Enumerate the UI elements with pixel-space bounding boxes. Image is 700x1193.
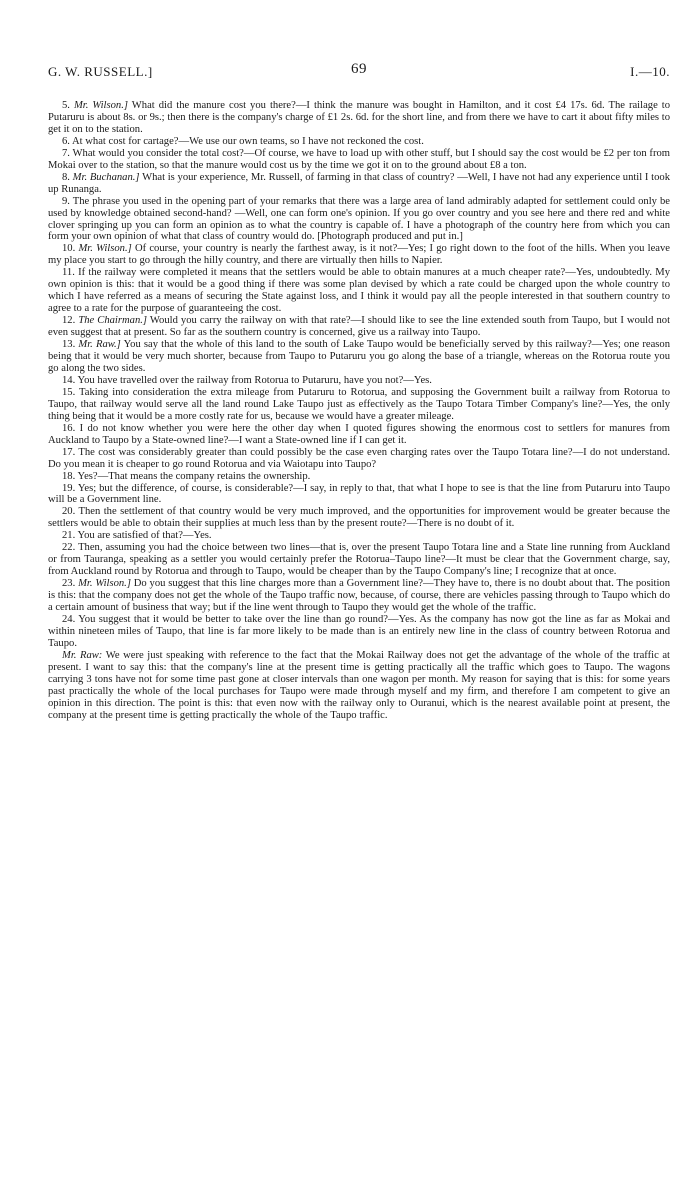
paragraph-text: You say that the whole of this land to the south of Lake Taupo would be beneficially served by this railway?—Yes; one reason being that it would be very much shorter, because from Taupo to Putaruru you go along the base of a triangle, whereas on the Rotorua route you go along the two sides.: [48, 339, 671, 374]
qa-paragraph: [48, 578, 670, 614]
paragraph-text: Of course, your country is nearly the farthest away, is it not?—Yes; I go right down to the foot of the hills. When you leave my place you start to go through the hilly country, and there are virtually then hills to Napier.: [48, 243, 671, 267]
qa-paragraph: [48, 375, 670, 387]
qa-paragraph: [48, 530, 670, 542]
paragraph-number: 19.: [62, 482, 78, 494]
qa-paragraph: [48, 148, 670, 172]
paragraph-text: Then the settlement of that country would be very much improved, and the opportunities for improvement would be greater because the settlers would be able to obtain their supplies at much less than by the present route?—There is no doubt of it.: [48, 506, 671, 530]
paragraph-number: 18.: [62, 470, 78, 482]
paragraph-number: 7.: [62, 147, 73, 159]
speaker-name: Mr. Buchanan.]: [72, 171, 140, 183]
paragraph-text: If the railway were completed it means that the settlers would be able to obtain manures at a much cheaper rate?—Yes, undoubtedly. My own opinion is this: that it would be a good thing if there was some plan devised by which a rate could be charged upon the whole country to which I have referred as a means of securing the State against loss, and I think it would pay all the people interested in that southern country to agree to a rate for the purpose of guaranteeing the cost.: [48, 267, 670, 315]
paragraph-text: I do not know whether you were here the other day when I quoted figures showing the enormous cost to settlers for manures from Auckland to Taupo by a State-owned line?—I want a State-owned line if I can get it.: [48, 422, 671, 446]
speaker-name: The Chairman.]: [78, 315, 148, 327]
qa-paragraph: [48, 614, 670, 650]
qa-paragraph: [48, 542, 670, 578]
paragraph-number: 24.: [62, 613, 79, 625]
speaker-name: Mr. Raw:: [62, 649, 103, 661]
qa-paragraph: [48, 471, 670, 483]
paragraph-number: 6.: [62, 135, 73, 147]
paragraph-number: 12.: [62, 315, 79, 327]
paragraph-number: 14.: [62, 374, 78, 386]
paragraph-text: Do you suggest that this line charges more than a Government line?—They have to, there is no doubt about that. The position is this: that the company does not get the whole of the Taupo traffic now, because, of course, there are vehicles passing through to Taupo which do a certain amount of business that way; but if the line went through to Taupo they would get the whole of the traffic.: [48, 578, 671, 614]
qa-paragraph: [48, 136, 670, 148]
paragraph-text: Yes; but the difference, of course, is considerable?—I say, in reply to that, that what I hope to see is that the line from Putaruru into Taupo will be a Government line.: [48, 482, 671, 506]
paragraph-number: 22.: [62, 542, 79, 554]
paragraph-text: At what cost for cartage?—We use our own teams, so I have not reckoned the cost.: [72, 135, 424, 147]
paragraph-text: The cost was considerably greater than could possibly be the case even charging rates over the Taupo Totara line?—I do not understand. Do you mean it is cheaper to go round Rotorua and via Waiotapu into Taupo?: [48, 446, 670, 470]
paragraph-text: The phrase you used in the opening part of your remarks that there was a large area of land admirably adapted for settlement could only be used by knowledge obtained second-hand? —Well, one can form one's opinion. If you go over country and you see here and there red and white clover springing up you can form an opinion as to what the country is capable of. I have a photograph of the country here from which you can form your own opinion of what that class of country would do. [Photograph produced and put in.]: [48, 195, 670, 243]
qa-paragraph: [48, 267, 670, 315]
document-body: [48, 100, 670, 722]
paragraph-text: Then, assuming you had the choice between two lines—that is, over the present Taupo Totara line and a State line running from Auckland or from Tauranga, speaking as a settler you would certainly prefer the Rotorua–Taupo line?—It must be clear that the Government charge, say, from Auckland round by Rotorua and through to Taupo, would be cheaper than by the Taupo Company's line; I recognize that at once.: [48, 542, 670, 578]
qa-paragraph: [48, 506, 670, 530]
paragraph-text: Yes?—That means the company retains the ownership.: [77, 470, 311, 482]
paragraph-number: 21.: [62, 530, 78, 542]
paragraph-number: 13.: [62, 339, 79, 351]
qa-paragraph: [48, 100, 670, 136]
paragraph-number: 5.: [62, 100, 74, 111]
paragraph-number: 8.: [62, 171, 73, 183]
paragraph-text: What is your experience, Mr. Russell, of farming in that class of country? —Well, I have not had any experience until I took up Runanga.: [48, 171, 670, 195]
paragraph-number: 16.: [62, 422, 80, 434]
speaker-name: Mr. Wilson.]: [78, 243, 132, 255]
paragraph-number: 23.: [62, 578, 79, 590]
paragraph-number: 17.: [62, 446, 79, 458]
paragraph-number: 10.: [62, 243, 79, 255]
paragraph-text: What would you consider the total cost?—Of course, we have to load up with other stuff, but I should say the cost would be £2 per ton from Mokai over to the station, so that the manure would cost us by the time we got it on to the ground about £8 a ton.: [48, 147, 671, 171]
qa-paragraph: [48, 243, 670, 267]
paragraph-number: 9.: [62, 195, 73, 207]
qa-paragraph: [48, 447, 670, 471]
paragraph-text: What did the manure cost you there?—I think the manure was bought in Hamilton, and it cost £4 17s. 6d. The railage to Putaruru is about 8s. or 9s.; then there is the company's charge of £1 2s. 6d. for the short line, and from there we have to cart it about fifty miles to get it on to the station.: [48, 100, 671, 135]
page-number: 69: [351, 61, 367, 77]
speaker-name: Mr. Raw.]: [78, 339, 121, 351]
paragraph-number: 15.: [62, 386, 80, 398]
qa-paragraph: [48, 196, 670, 244]
speaker-name: Mr. Wilson.]: [78, 578, 131, 590]
header-author: G. W. RUSSELL.]: [48, 64, 153, 79]
qa-paragraph: [48, 650, 670, 722]
speaker-name: Mr. Wilson.]: [73, 100, 128, 111]
qa-paragraph: [48, 172, 670, 196]
qa-paragraph: [48, 339, 670, 375]
paragraph-text: You have travelled over the railway from Rotorua to Putaruru, have you not?—Yes.: [77, 374, 432, 386]
paragraph-text: We were just speaking with reference to the fact that the Mokai Railway does not get the advantage of the whole of the traffic at present. I want to say this: that the company's line at the present time is getting practically all the traffic which goes to Taupo. The wagons carrying 3 tons have not for some time past gone at closer intervals than one wagon per month. My reason for saying that is this: for some years past practically the whole of the local purchases for Taupo were made through myself and my firm, and therefore I am competent to give an opinion in this direction. The point is this: that even now with the railway only to Ouranui, which is the nearest available point at present, the company at the present time is getting practically the whole of the Taupo traffic.: [48, 649, 670, 721]
document-reference: I.—10.: [630, 64, 670, 79]
qa-paragraph: [48, 315, 670, 339]
qa-paragraph: [48, 387, 670, 423]
paragraph-number: 20.: [62, 506, 79, 518]
paragraph-number: 11.: [62, 267, 79, 279]
qa-paragraph: [48, 483, 670, 507]
qa-paragraph: [48, 423, 670, 447]
paragraph-text: Would you carry the railway on with that rate?—I should like to see the line extended south from Taupo, but I would not even suggest that at present. So far as the southern country is concerned, give us a railway into Taupo.: [48, 315, 671, 339]
paragraph-text: You suggest that it would be better to take over the line than go round?—Yes. As the company has now got the line as far as Mokai and within nineteen miles of Taupo, that line is far more likely to be made than is an entirely new line in the class of country between Rotorua and Taupo.: [48, 613, 670, 649]
paragraph-text: You are satisfied of that?—Yes.: [77, 530, 212, 542]
running-header: [48, 61, 670, 80]
paragraph-text: Taking into consideration the extra mileage from Putaruru to Rotorua, and supposing the Government built a railway from Rotorua to Taupo, that railway would serve all the land round Lake Taupo just as effectively as the Taupo Totara Timber Company's line?—Yes, the only thing being that it would be a more costly rate for us, because we would have a greater mileage.: [48, 386, 670, 422]
